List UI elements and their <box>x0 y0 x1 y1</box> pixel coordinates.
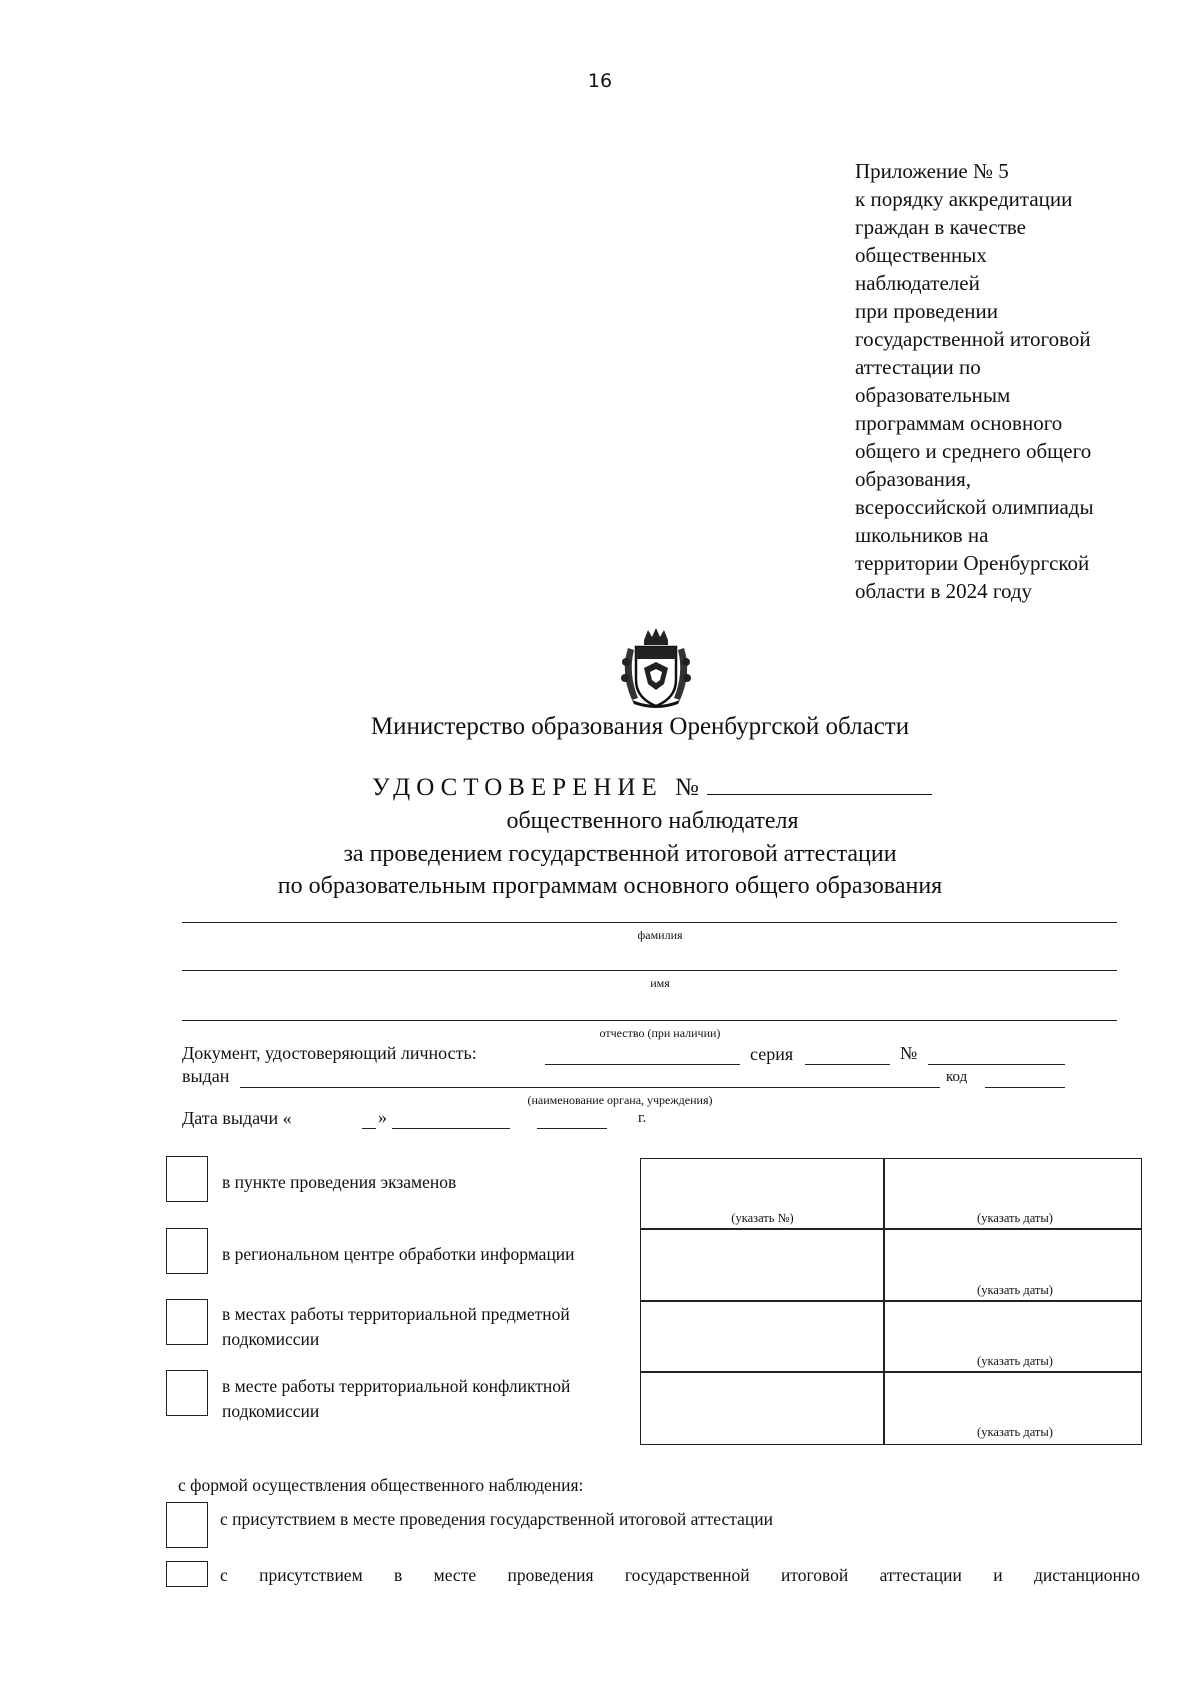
location-label: в региональном центре обработки информации <box>222 1244 575 1264</box>
number-field[interactable] <box>928 1064 1065 1065</box>
page-number: 16 <box>587 70 613 92</box>
certificate-number-blank[interactable] <box>707 772 932 795</box>
appendix-line: при проведении <box>855 299 999 323</box>
appendix-line: программам основного <box>855 411 1063 435</box>
appendix-line: государственной итоговой <box>855 327 1091 351</box>
document-label: Документ, удостоверяющий личность: <box>182 1043 477 1063</box>
location-label: в пункте проведения экзаменов <box>222 1172 457 1192</box>
name-field[interactable] <box>182 970 1117 971</box>
number-label: № <box>900 1043 918 1063</box>
issued-label: выдан <box>182 1066 230 1086</box>
issue-month-field[interactable] <box>392 1128 510 1129</box>
certificate-subtitle-line: по образовательным программам основного общего образования <box>277 873 943 899</box>
certificate-title-text: УДОСТОВЕРЕНИЕ № <box>372 774 705 801</box>
conflict-subcommission-number-cell[interactable] <box>640 1371 885 1445</box>
appendix-line: территории Оренбургской <box>855 551 1090 575</box>
appendix-note <box>855 157 1165 605</box>
form-option-label: с присутствием в месте проведения государственной итоговой аттестации и дистанционно <box>220 1565 1140 1585</box>
dates-hint: (указать даты) <box>977 1425 1053 1439</box>
issue-date-label: Дата выдачи « <box>182 1108 292 1128</box>
regional-center-number-cell[interactable] <box>640 1228 885 1302</box>
ministry-name: Министерство образования Оренбургской области <box>370 713 910 740</box>
appendix-line: всероссийской олимпиады <box>855 495 1094 519</box>
number-hint: (указать №) <box>731 1211 794 1225</box>
appendix-line: аттестации по <box>855 355 981 379</box>
patronymic-caption: отчество (при наличии) <box>599 1026 721 1040</box>
name-caption: имя <box>650 976 670 990</box>
form-option-label: с присутствием в месте проведения государственной итоговой аттестации <box>220 1509 773 1529</box>
issue-day-field[interactable] <box>362 1128 376 1129</box>
year-suffix: г. <box>638 1110 647 1126</box>
location-checkbox-subject-subcommission[interactable] <box>166 1299 208 1345</box>
patronymic-field[interactable] <box>182 1020 1117 1021</box>
subject-subcommission-number-cell[interactable] <box>640 1300 885 1373</box>
form-checkbox-in-person-and-remote[interactable] <box>166 1561 208 1587</box>
location-label: в местах работы территориальной предметной подкомиссии <box>222 1304 570 1349</box>
location-checkbox-regional-center[interactable] <box>166 1228 208 1274</box>
certificate-title <box>372 772 932 802</box>
issuer-field[interactable] <box>240 1087 940 1088</box>
series-label: серия <box>750 1044 794 1064</box>
location-label: в месте работы территориальной конфликтной подкомиссии <box>222 1376 571 1421</box>
form-checkbox-in-person[interactable] <box>166 1502 208 1548</box>
observation-form-heading: с формой осуществления общественного наблюдения: <box>178 1475 584 1495</box>
appendix-line: школьников на <box>855 523 989 547</box>
document-type-field[interactable] <box>545 1064 740 1065</box>
coat-of-arms-emblem <box>618 628 694 708</box>
dates-hint: (указать даты) <box>977 1283 1053 1297</box>
certificate-subtitle-line: общественного наблюдателя <box>506 808 799 834</box>
surname-field[interactable] <box>182 922 1117 923</box>
appendix-line: области в 2024 году <box>855 579 1033 603</box>
appendix-line: образования, <box>855 467 972 491</box>
appendix-line: к порядку аккредитации <box>855 187 1073 211</box>
appendix-line: образовательным <box>855 383 1011 407</box>
issuer-caption: (наименование органа, учреждения) <box>527 1093 713 1107</box>
certificate-subtitle-line: за проведением государственной итоговой аттестации <box>343 841 897 867</box>
code-field[interactable] <box>985 1087 1065 1088</box>
dates-hint: (указать даты) <box>977 1354 1053 1368</box>
surname-caption: фамилия <box>637 928 683 942</box>
appendix-line: наблюдателей <box>855 271 980 295</box>
appendix-line: общественных <box>855 243 987 267</box>
series-field[interactable] <box>805 1064 890 1065</box>
location-checkbox-conflict-subcommission[interactable] <box>166 1370 208 1416</box>
code-label: код <box>946 1069 968 1085</box>
appendix-line: общего и среднего общего <box>855 439 1092 463</box>
location-checkbox-exam-point[interactable] <box>166 1156 208 1202</box>
appendix-line: Приложение № 5 <box>855 159 1009 183</box>
dates-hint: (указать даты) <box>977 1211 1053 1225</box>
issue-year-field[interactable] <box>537 1128 607 1129</box>
appendix-line: граждан в качестве <box>855 215 1026 239</box>
issue-date-quote: » <box>378 1107 387 1127</box>
